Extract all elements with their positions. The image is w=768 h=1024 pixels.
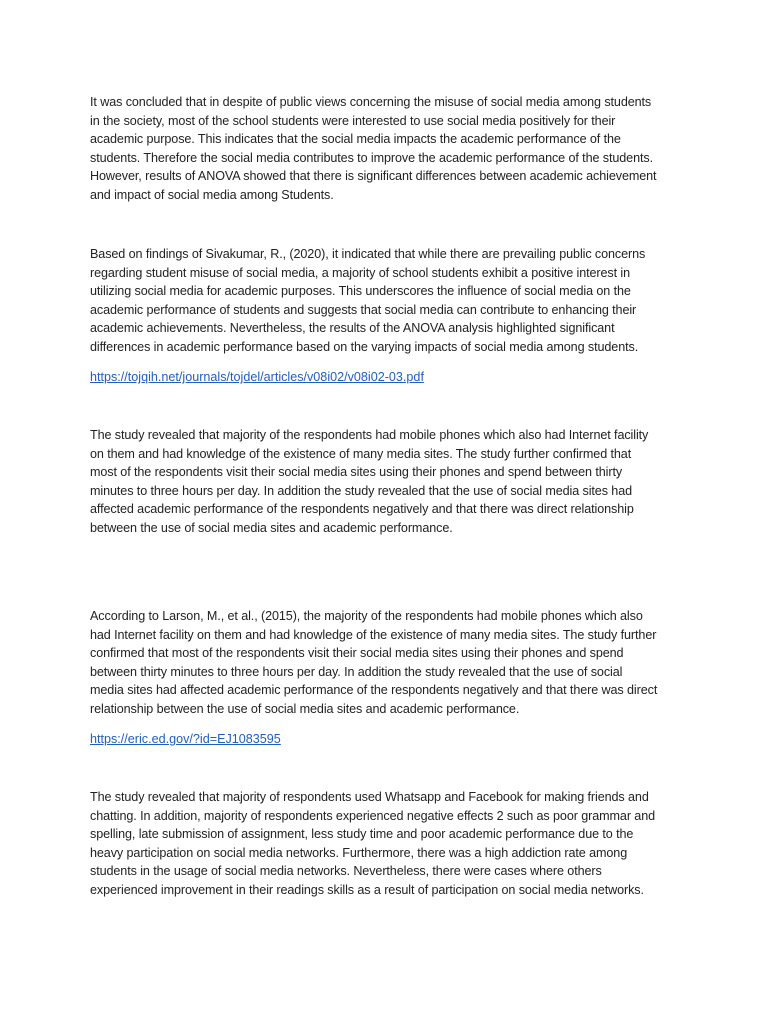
paragraph-line: regarding student misuse of social media, a majority of school students exhibit a positive interest in xyxy=(90,265,631,280)
paragraph-line: According to Larson, M., et al., (2015), the majority of the respondents had mobile phones which also xyxy=(90,609,643,623)
paragraph-line: on them and had knowledge of the existence of many media sites. The study further confirmed that xyxy=(90,446,632,461)
paragraph-line: had Internet facility on them and had knowledge of the existence of many media sites. The study further xyxy=(90,627,657,642)
paragraph-line: affected academic performance of the respondents negatively and that there was direct relationship xyxy=(90,502,634,517)
paragraph-line: It was concluded that in despite of public views concerning the misuse of social media among students xyxy=(90,95,652,109)
paragraph-line: academic performance of students and suggests that social media can contribute to enhancing their xyxy=(90,302,637,317)
paragraph-3 xyxy=(90,426,690,538)
paragraph-line: spelling, late submission of assignment, less study time and poor academic performance due to the xyxy=(90,827,634,842)
paragraph-line: heavy participation on social media networks. Furthermore, there was a high addiction rate among xyxy=(90,845,628,860)
paragraph-line: and impact of social media among Students. xyxy=(90,187,334,202)
reference-link-2[interactable]: https://eric.ed.gov/?id=EJ1083595 xyxy=(90,732,281,746)
paragraph-line: confirmed that most of the respondents visit their social media sites using their phones and spend xyxy=(90,646,624,661)
paragraph-line: However, results of ANOVA showed that there is significant differences between academic achievement xyxy=(90,169,657,184)
paragraph-2 xyxy=(90,245,690,357)
paragraph-line: in the society, most of the school students were interested to use social media positively for their xyxy=(90,113,616,128)
paragraph-line: between the use of social media sites and academic performance. xyxy=(90,520,453,535)
paragraph-line: students. Therefore the social media contributes to improve the academic performance of the students. xyxy=(90,150,653,165)
paragraph-line: academic purpose. This indicates that the social media impacts the academic performance of the xyxy=(90,132,621,147)
paragraph-line: most of the respondents visit their social media sites using their phones and spend between thirty xyxy=(90,465,623,480)
paragraph-5 xyxy=(90,788,690,900)
paragraph-1 xyxy=(90,93,690,205)
paragraph-line: relationship between the use of social media sites and academic performance. xyxy=(90,701,520,716)
paragraph-line: differences in academic performance based on the varying impacts of social media among students. xyxy=(90,339,639,354)
paragraph-line: Based on findings of Sivakumar, R., (2020), it indicated that while there are prevailing public concerns xyxy=(90,247,646,261)
paragraph-line: experienced improvement in their readings skills as a result of participation on social media networks. xyxy=(90,882,644,897)
paragraph-line: minutes to three hours per day. In addition the study revealed that the use of social media sites had xyxy=(90,483,633,498)
paragraph-line: utilizing social media for academic purposes. This underscores the influence of social media on the xyxy=(90,284,631,299)
paragraph-4 xyxy=(90,607,690,719)
paragraph-line: media sites had affected academic performance of the respondents negatively and that there was direct xyxy=(90,683,658,698)
paragraph-line: academic achievements. Nevertheless, the results of the ANOVA analysis highlighted significant xyxy=(90,321,615,336)
paragraph-line: students in the usage of social media networks. Nevertheless, there were cases where others xyxy=(90,864,602,879)
paragraph-line: between thirty minutes to three hours per day. In addition the study revealed that the use of social xyxy=(90,664,623,679)
paragraph-line: The study revealed that majority of respondents used Whatsapp and Facebook for making friends and xyxy=(90,790,649,804)
reference-link-1[interactable]: https://tojqih.net/journals/tojdel/articles/v08i02/v08i02-03.pdf xyxy=(90,370,424,384)
paragraph-line: chatting. In addition, majority of respondents experienced negative effects 2 such as poor grammar and xyxy=(90,808,656,823)
paragraph-line: The study revealed that majority of the respondents had mobile phones which also had Internet facility xyxy=(90,428,649,442)
